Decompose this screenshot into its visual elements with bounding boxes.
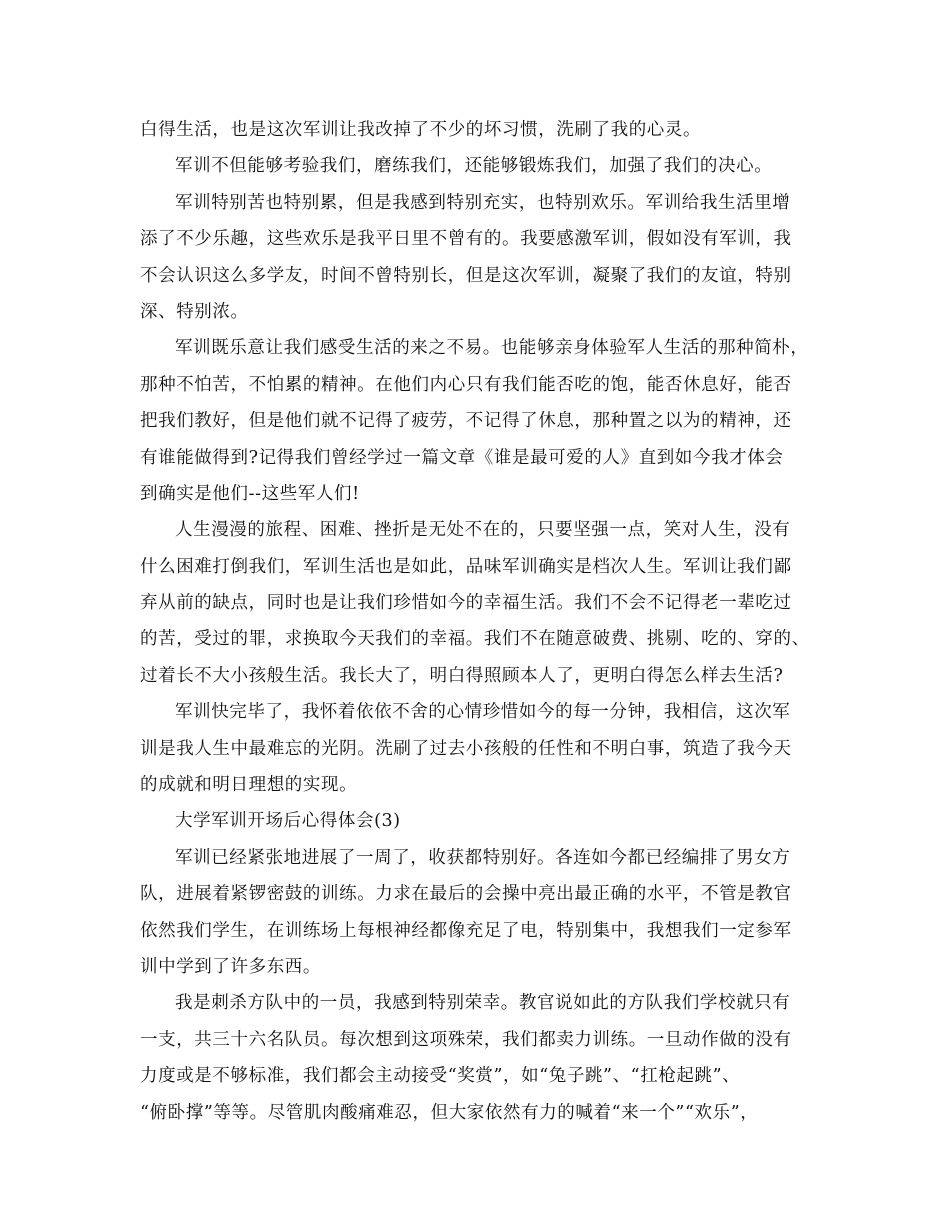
text-line: 的成就和明日理想的实现。 xyxy=(140,775,358,796)
text-line: 队，进展着紧锣密鼓的训练。力求在最后的会操中亮出最正确的水平，不管是教官 xyxy=(140,884,792,905)
paragraph xyxy=(140,694,820,803)
text-line: 那种不怕苦，不怕累的精神。在他们内心只有我们能否吃的饱，能否休息好，能否 xyxy=(140,374,792,395)
text-line: 我是刺杀方队中的一员，我感到特别荣幸。教官说如此的方队我们学校就只有 xyxy=(175,993,791,1014)
text-line: 军训特别苦也特别累，但是我感到特别充实，也特别欢乐。军训给我生活里增 xyxy=(175,192,791,213)
document-body xyxy=(140,112,820,1131)
text-line: 一支，共三十六名队员。每次想到这项殊荣，我们都卖力训练。一旦动作做的没有 xyxy=(140,1029,792,1050)
paragraph xyxy=(140,112,820,148)
text-line: 不会认识这么多学友，时间不曾特别长，但是这次军训，凝聚了我们的友谊，特别 xyxy=(140,265,792,286)
paragraph xyxy=(140,840,820,986)
text-line: 的苦，受过的罪，求换取今天我们的幸福。我们不在随意破费、挑剔、吃的、穿的、 xyxy=(140,629,810,650)
text-line: 军训已经紧张地进展了一周了，收获都特别好。各连如今都已经编排了男女方 xyxy=(175,847,791,868)
text-line: 力度或是不够标准，我们都会主动接受“奖赏”，如“兔子跳”、“扛枪起跳”、 xyxy=(140,1066,741,1087)
text-line: 添了不少乐趣，这些欢乐是我平日里不曾有的。我要感激军训，假如没有军训，我 xyxy=(140,229,792,250)
text-line: 把我们教好，但是他们就不记得了疲劳，不记得了休息，那种置之以为的精神，还 xyxy=(140,411,792,432)
text-line: 深、特别浓。 xyxy=(140,301,249,322)
text-line: 到确实是他们--这些军人们! xyxy=(140,483,360,504)
text-line: 依然我们学生，在训练场上每根神经都像充足了电，特别集中，我想我们一定参军 xyxy=(140,920,792,941)
text-line: 人生漫漫的旅程、困难、挫折是无处不在的，只要坚强一点，笑对人生，没有 xyxy=(175,520,791,541)
paragraph xyxy=(140,803,820,839)
text-line: 什么困难打倒我们，军训生活也是如此，品味军训确实是档次人生。军训让我们鄙 xyxy=(140,556,792,577)
text-line: 军训不但能够考验我们，磨练我们，还能够锻炼我们，加强了我们的决心。 xyxy=(175,156,773,177)
paragraph xyxy=(140,148,820,184)
text-line: 白得生活，也是这次军训让我改掉了不少的坏习惯，洗刷了我的心灵。 xyxy=(140,120,702,140)
text-line: “俯卧撑”等等。尽管肌肉酸痛难忍，但大家依然有力的喊着“来一个”“欢乐”， xyxy=(140,1102,759,1123)
text-line: 有谁能做得到?记得我们曾经学过一篇文章《谁是最可爱的人》直到如今我才体会 xyxy=(140,447,784,468)
paragraph xyxy=(140,985,820,1131)
text-line: 训中学到了许多东西。 xyxy=(140,956,321,977)
text-line: 过着长不大小孩般生活。我长大了，明白得照顾本人了，更明白得怎么样去生活? xyxy=(140,665,784,686)
text-line: 大学军训开场后心得体会(3) xyxy=(175,811,401,832)
paragraph xyxy=(140,512,820,694)
paragraph xyxy=(140,330,820,512)
text-line: 训是我人生中最难忘的光阴。洗刷了过去小孩般的任性和不明白事，筑造了我今天 xyxy=(140,738,792,759)
text-line: 军训既乐意让我们感受生活的来之不易。也能够亲身体验军人生活的那种简朴， xyxy=(175,338,809,359)
text-line: 军训快完毕了，我怀着依依不舍的心情珍惜如今的每一分钟，我相信，这次军 xyxy=(175,702,791,723)
paragraph xyxy=(140,185,820,331)
text-line: 弃从前的缺点，同时也是让我们珍惜如今的幸福生活。我们不会不记得老一辈吃过 xyxy=(140,593,792,614)
